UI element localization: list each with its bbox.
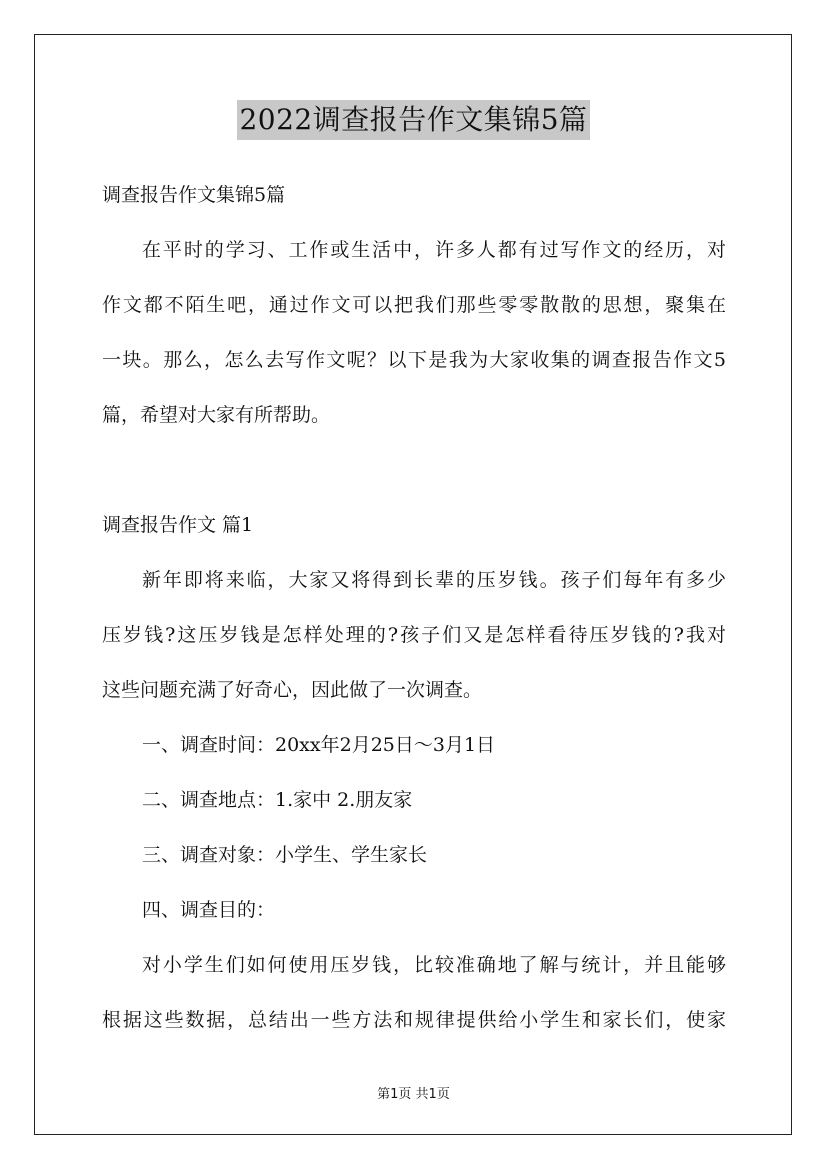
document-title: 2022调查报告作文集锦5篇 bbox=[237, 100, 589, 140]
paragraph-line: 根据这些数据，总结出一些方法和规律提供给小学生和家长们，使家 bbox=[102, 1009, 726, 1031]
list-item: 二、调查地点：1.家中 2.朋友家 bbox=[142, 789, 413, 811]
blank-line bbox=[102, 443, 726, 498]
paragraph-line: 在平时的学习、工作或生活中，许多人都有过写作文的经历，对 bbox=[142, 239, 726, 261]
paragraph-line: 篇，希望对大家有所帮助。 bbox=[102, 404, 331, 426]
page-footer: 第1页 共1页 bbox=[377, 1087, 450, 1102]
paragraph-line: 一块。那么，怎么去写作文呢？以下是我为大家收集的调查报告作文5 bbox=[102, 349, 726, 371]
paragraph-line: 这些问题充满了好奇心，因此做了一次调查。 bbox=[102, 679, 483, 701]
document-body bbox=[102, 168, 726, 1048]
list-item: 四、调查目的： bbox=[142, 899, 276, 921]
paragraph-line: 压岁钱?这压岁钱是怎样处理的?孩子们又是怎样看待压岁钱的?我对 bbox=[102, 624, 726, 646]
list-item: 一、调查时间：20xx年2月25日～3月1日 bbox=[142, 734, 496, 756]
section-heading: 调查报告作文 篇1 bbox=[102, 514, 254, 536]
paragraph-line: 新年即将来临，大家又将得到长辈的压岁钱。孩子们每年有多少 bbox=[142, 569, 726, 591]
paragraph-line: 对小学生们如何使用压岁钱，比较准确地了解与统计，并且能够 bbox=[142, 954, 726, 976]
subtitle-line: 调查报告作文集锦5篇 bbox=[102, 184, 286, 206]
list-item: 三、调查对象：小学生、学生家长 bbox=[142, 844, 428, 866]
paragraph-line: 作文都不陌生吧，通过作文可以把我们那些零零散散的思想，聚集在 bbox=[102, 294, 726, 316]
title-wrap bbox=[0, 100, 827, 140]
